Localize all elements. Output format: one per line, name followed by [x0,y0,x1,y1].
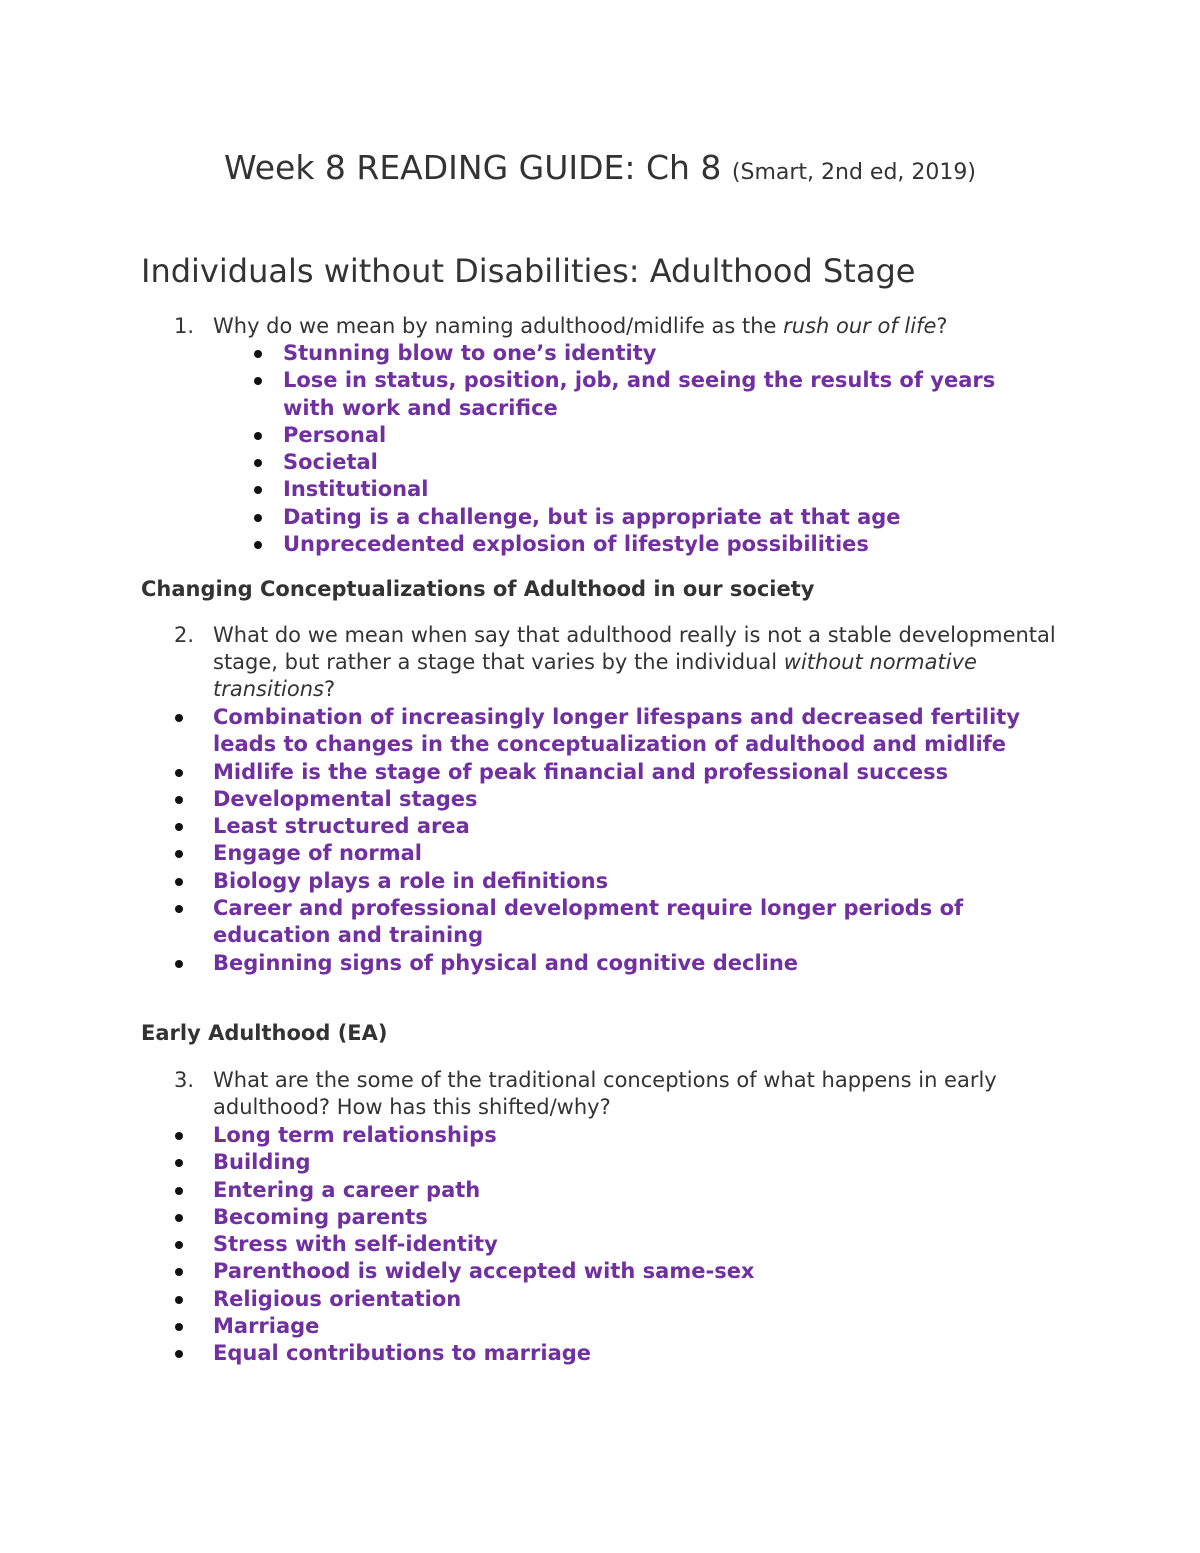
answer-text: Career and professional development require longer periods of education and training [213,896,964,948]
list-item [213,1149,1083,1176]
bullet-icon [254,459,262,467]
answer-list-1 [283,340,1043,558]
list-item [283,367,1043,422]
bullet-icon [175,1350,183,1358]
bullet-icon [254,350,262,358]
answer-list-3 [213,1122,1083,1368]
answer-text: Beginning signs of physical and cognitive decline [213,950,799,975]
answer-text: Stress with self-identity [213,1232,498,1257]
bullet-icon [175,769,183,777]
question-text-part: ? [324,677,336,701]
answer-text: Combination of increasingly longer lifespans and decreased fertility leads to changes in the conceptualization of adulthood and midlife [213,705,1021,757]
list-item [283,422,1043,449]
bullet-icon [175,1187,183,1195]
list-item [213,1313,1083,1340]
list-item [283,476,1043,503]
bullet-icon [175,1159,183,1167]
section-title: Individuals without Disabilities: Adulthood Stage [141,252,916,290]
list-item [283,531,1043,558]
bullet-icon [175,714,183,722]
list-item [213,1340,1083,1367]
list-item [283,504,1043,531]
answer-text: Biology plays a role in definitions [213,868,609,893]
question-number: 1. [174,314,195,338]
bullet-icon [175,850,183,858]
answer-text: Societal [283,450,378,475]
heading-changing-conceptualizations: Changing Conceptualizations of Adulthood in our society [141,577,815,601]
title-citation: (Smart, 2nd ed, 2019) [731,160,976,185]
answer-text: Personal [283,422,387,447]
list-item [213,704,1083,759]
answer-text: Stunning blow to one’s identity [283,341,657,365]
list-item [213,759,1083,786]
list-item [283,340,1043,367]
bullet-icon [254,541,262,549]
question-text: What are the some of the traditional conceptions of what happens in early adulthood? How has this shifted/why? [213,1068,997,1119]
bullet-icon [175,905,183,913]
question-text-italic: without normative transitions [213,650,977,701]
bullet-icon [254,486,262,494]
answer-text: Long term relationships [213,1123,497,1147]
page-title [0,148,1200,187]
bullet-icon [175,823,183,831]
question-text [213,622,1083,703]
list-item [283,449,1043,476]
answer-text: Developmental stages [213,786,478,811]
list-item [213,950,1083,977]
answer-text: Engage of normal [213,841,422,866]
bullet-icon [175,878,183,886]
list-item [213,1177,1083,1204]
list-item [213,1204,1083,1231]
answer-text: Dating is a challenge, but is appropriate at that age [283,504,901,529]
list-item [213,786,1083,813]
answer-text: Religious orientation [213,1286,462,1311]
list-item [213,1122,1083,1149]
answer-text: Unprecedented explosion of lifestyle possibilities [283,532,869,557]
answer-text: Becoming parents [213,1204,428,1229]
list-item [213,1231,1083,1258]
list-item [213,868,1083,895]
bullet-icon [175,1296,183,1304]
question-text-part: ? [936,314,948,338]
answer-text: Midlife is the stage of peak financial and professional success [213,759,949,784]
bullet-icon [175,1214,183,1222]
list-item [213,813,1083,840]
answer-text: Entering a career path [213,1177,481,1202]
heading-early-adulthood: Early Adulthood (EA) [141,1021,388,1045]
answer-text: Marriage [213,1314,320,1339]
bullet-icon [254,514,262,522]
answer-text: Parenthood is widely accepted with same-sex [213,1259,755,1284]
bullet-icon [254,432,262,440]
bullet-icon [175,1323,183,1331]
question-text-part: Why do we mean by naming adulthood/midlife as the [213,314,784,338]
answer-text: Lose in status, position, job, and seeing the results of years with work and sacrifice [283,368,996,420]
bullet-icon [175,1241,183,1249]
list-item [213,840,1083,867]
answer-text: Equal contributions to marriage [213,1341,592,1366]
bullet-icon [175,960,183,968]
list-item [213,895,1083,950]
bullet-icon [175,796,183,804]
bullet-icon [175,1268,183,1276]
title-main: Week 8 READING GUIDE: Ch 8 [224,148,732,187]
answer-text: Institutional [283,477,429,502]
question-number: 2. [174,623,195,647]
question-text-part: What do we mean when say that adulthood really is not a stable developmental stage, but rather a stage that varies by the individual [213,623,1056,674]
bullet-icon [254,377,262,385]
answer-text: Least structured area [213,814,470,839]
question-number: 3. [174,1068,195,1092]
list-item [213,1258,1083,1285]
question-text [213,313,1083,340]
question-text-italic: rush our of life [783,314,937,338]
list-item [213,1286,1083,1313]
answer-list-2 [213,704,1083,977]
answer-text: Building [213,1150,311,1175]
bullet-icon [175,1132,183,1140]
